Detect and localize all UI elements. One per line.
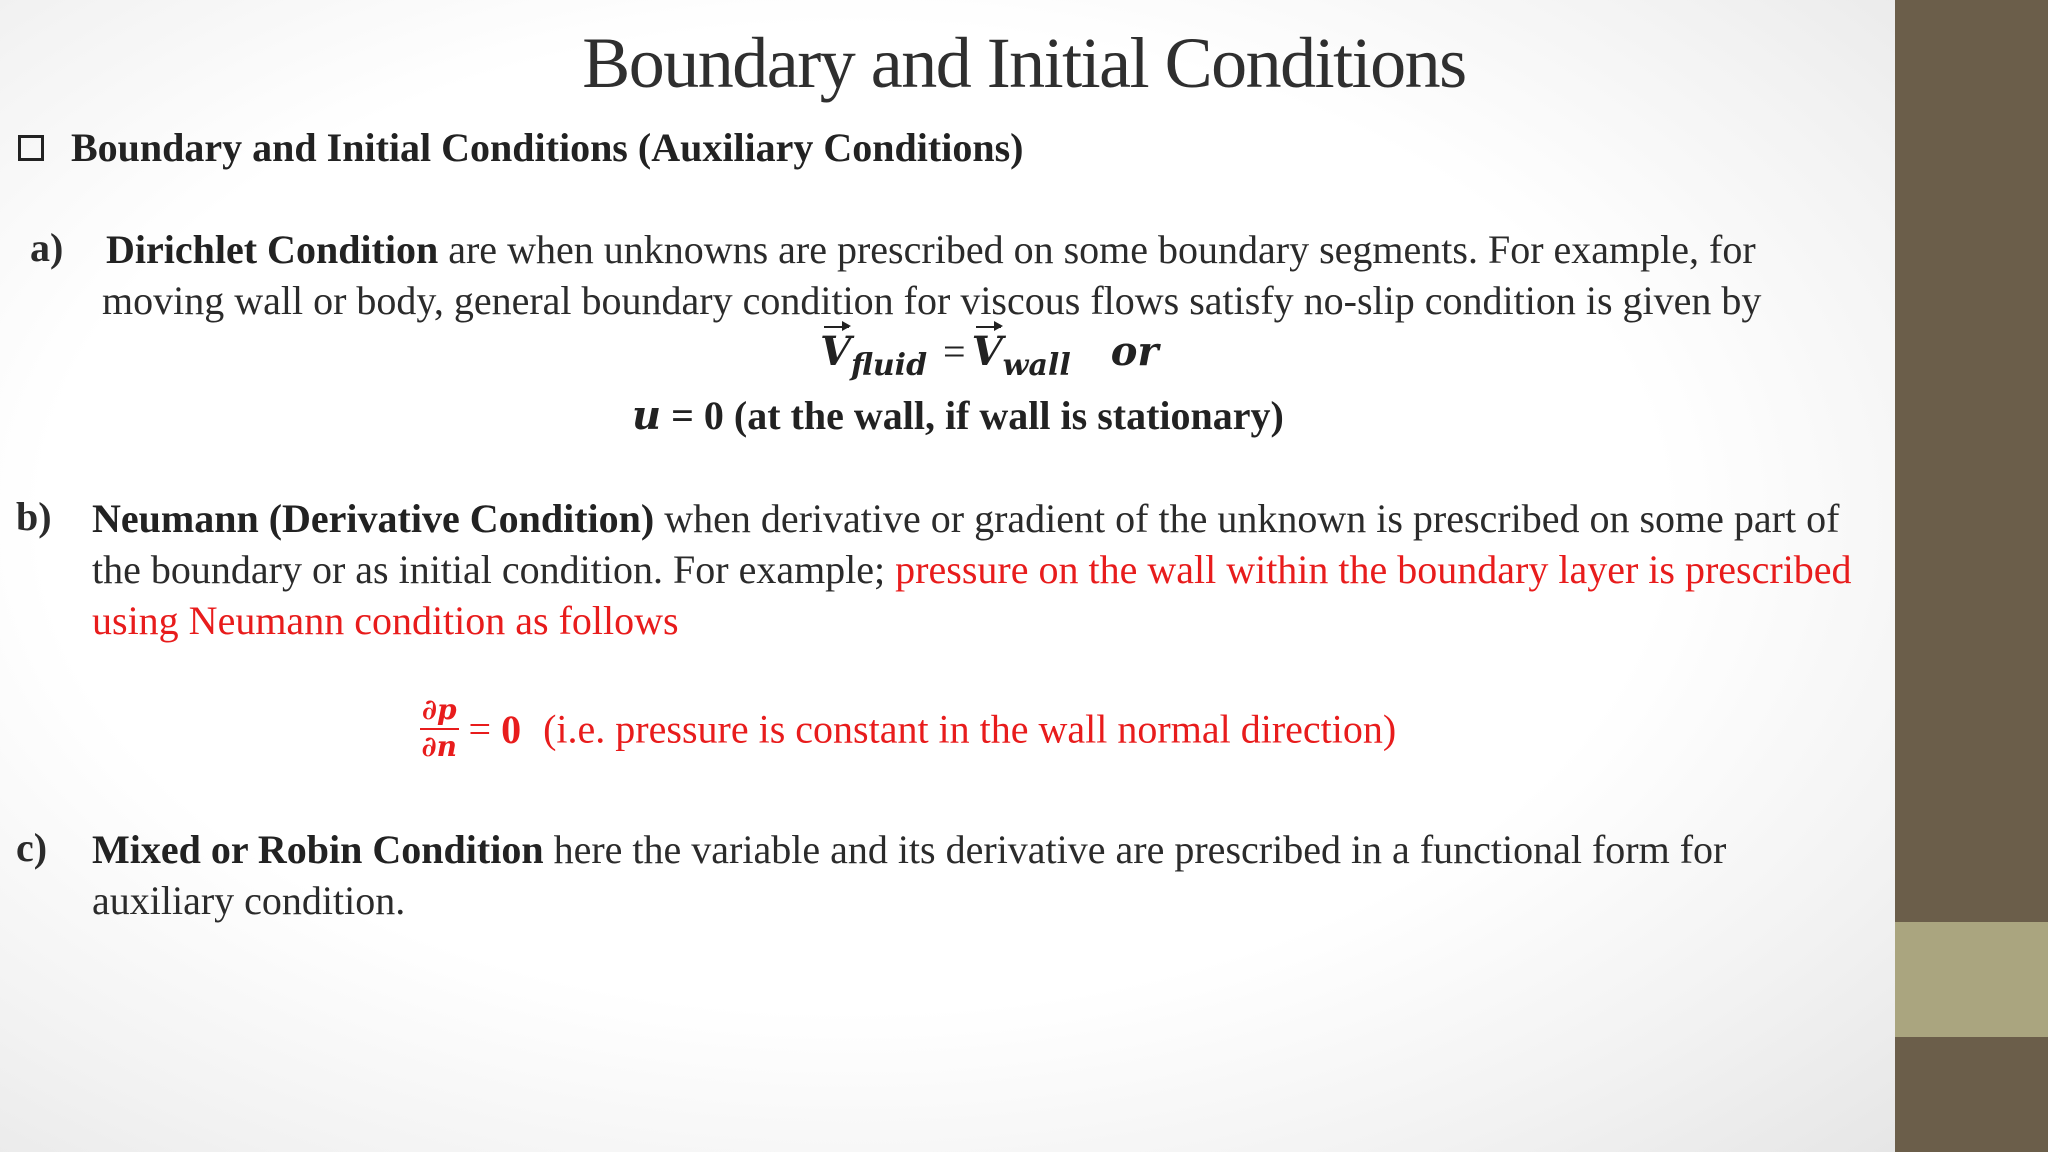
stationary-wall-text: = 0 (at the wall, if wall is stationary) — [661, 393, 1284, 438]
vector-v-wall: V — [971, 328, 1003, 375]
sidebar-accent-middle — [1895, 922, 2048, 1037]
section-heading-text: Boundary and Initial Conditions (Auxiliary Conditions) — [71, 125, 1024, 170]
neumann-term: Neumann (Derivative Condition) — [92, 496, 655, 541]
neumann-equals: = — [468, 706, 502, 752]
fraction-numerator: ∂p — [420, 694, 459, 730]
stationary-wall-equation — [632, 392, 1284, 439]
dirichlet-line-1 — [106, 224, 1886, 275]
neumann-paragraph — [92, 493, 1872, 646]
section-heading — [18, 124, 1023, 171]
fraction-denominator: ∂n — [421, 730, 457, 763]
no-slip-equation — [820, 328, 1159, 383]
dirichlet-marker: a) — [30, 225, 64, 270]
equals-sign: = — [943, 329, 966, 374]
robin-text: here the variable and its derivative are prescribed in a functional form for auxiliary condition. — [92, 827, 1727, 923]
subscript-wall: wall — [1002, 348, 1071, 383]
vector-v-fluid: V — [820, 328, 852, 375]
sidebar-accent-bottom — [1895, 1037, 2048, 1152]
robin-paragraph — [92, 824, 1872, 926]
checkbox-bullet-icon — [18, 135, 44, 161]
variable-u: u — [632, 392, 662, 439]
dirichlet-term: Dirichlet Condition — [106, 227, 439, 272]
subscript-fluid: fluid — [851, 348, 928, 383]
pressure-derivative-fraction — [420, 694, 459, 764]
neumann-note: (i.e. pressure is constant in the wall normal direction) — [543, 706, 1397, 752]
neumann-zero: 0 — [501, 706, 522, 752]
neumann-text: when derivative or gradient of the unknown is prescribed on some part of the boundary or as initial condition. For example; — [92, 496, 1840, 592]
sidebar-accent-top — [1895, 0, 2048, 922]
or-word: or — [1110, 328, 1159, 375]
robin-term: Mixed or Robin Condition — [92, 827, 544, 872]
neumann-marker: b) — [16, 494, 52, 539]
neumann-equation — [420, 694, 1396, 764]
dirichlet-text-1: are when unknowns are prescribed on some boundary segments. For example, for — [438, 227, 1756, 272]
neumann-highlight-text: pressure on the wall within the boundary layer is prescribed using Neumann condition as follows — [92, 547, 1852, 643]
dirichlet-line-2: moving wall or body, general boundary condition for viscous flows satisfy no-slip condition is given by — [102, 278, 1762, 323]
robin-marker: c) — [16, 825, 48, 870]
slide-title: Boundary and Initial Conditions — [582, 23, 1466, 103]
